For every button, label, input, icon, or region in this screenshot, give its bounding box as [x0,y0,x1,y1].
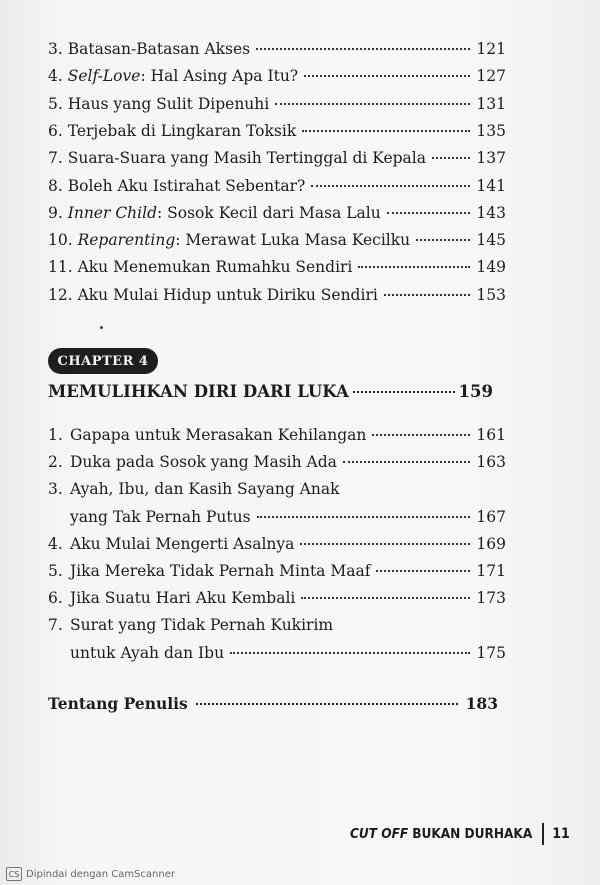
toc-entry-label-text: : Hal Asing Apa Itu? [140,67,299,86]
footer-title-rest: BUKAN DURHAKA [412,826,533,842]
leader-dots [302,129,470,132]
toc-entry-page: 169 [476,534,506,553]
toc-entry-label-text: : Sosok Kecil dari Masa Lalu [157,203,381,222]
toc-entry-page: 137 [476,149,506,168]
toc-entry-number: 3. [48,480,63,499]
about-author-page: 183 [465,694,498,713]
toc-entry-label [48,258,352,276]
toc-entry-label: Gapapa untuk Merasakan Kehilangan [70,426,367,444]
footer-page-number: 11 [552,826,570,842]
leader-dots [358,265,470,268]
leader-dots [257,515,471,518]
toc-entry [48,562,506,588]
toc-entry-page: 163 [476,453,506,472]
toc-entry [48,644,506,670]
about-author-label: Tentang Penulis [48,694,188,713]
toc-entry-label-italic: Reparenting [77,231,176,250]
toc-entry-number: 2. [48,453,63,472]
leader-dots [432,156,470,159]
leader-dots [372,433,470,436]
toc-entry-label-text: 6. Terjebak di Lingkaran Toksik [48,121,297,140]
toc-entry-number: 5. [48,562,63,580]
leader-dots [311,184,470,187]
leader-dots [300,542,470,545]
toc-entry-page: 175 [476,643,506,662]
toc-entry-page: 149 [476,258,506,277]
leader-dots [343,460,471,463]
toc-entry-label: Duka pada Sosok yang Masih Ada [70,453,337,472]
toc-entry-label [48,40,250,58]
toc-entry-page: 171 [476,562,506,580]
toc-entry-page: 161 [476,426,506,444]
toc-entry-first-line [48,480,506,506]
toc-entry-page: 167 [476,507,506,526]
chapter-title: MEMULIHKAN DIRI DARI LUKA [48,382,349,401]
toc-entry [48,508,506,534]
toc-entry [48,453,506,479]
toc-entry-label: Jika Mereka Tidak Pernah Minta Maaf [70,562,371,580]
ink-speck [100,326,103,329]
toc-entry [48,177,506,203]
leader-dots [387,211,471,214]
toc-entry-page: 173 [476,589,506,608]
toc-entry [48,231,506,257]
toc-entry [48,426,506,452]
toc-entry-label [48,67,298,85]
toc-entry [48,589,506,615]
toc-entry [48,204,506,230]
scanner-watermark [0,863,600,885]
toc-entry-page: 145 [476,231,506,250]
leader-dots [304,74,470,77]
toc-entry-label [48,231,410,249]
toc-entry-label: Ayah, Ibu, dan Kasih Sayang Anak [70,480,340,499]
toc-entry-label-text: 10. [48,231,78,250]
toc-entry-label-italic: Self-Love [67,67,141,86]
toc-entry-page: 121 [476,40,506,58]
leader-dots [301,596,470,599]
footer-divider [542,823,544,845]
footer-title-italic: CUT OFF [350,826,409,842]
leader-dots [353,391,455,393]
toc-entry-label: Surat yang Tidak Pernah Kukirim [70,616,334,635]
chapter-page: 159 [458,382,493,401]
toc-entry [48,535,506,561]
toc-entry-number: 7. [48,616,63,635]
about-author-row [48,694,498,722]
camscanner-logo-icon: CS [6,867,22,881]
toc-entry-number: 6. [48,589,63,608]
chapter-badge: CHAPTER 4 [48,348,158,374]
toc-entry [48,258,506,284]
toc-entry-label-text: 5. Haus yang Sulit Dipenuhi [48,94,270,113]
toc-entry-label: Jika Suatu Hari Aku Kembali [70,589,296,608]
toc-entry-label-text: 11. Aku Menemukan Rumahku Sendiri [48,258,353,277]
leader-dots [416,238,470,241]
toc-entry-label-text: 8. Boleh Aku Istirahat Sebentar? [48,176,306,195]
toc-entry-page: 153 [476,285,506,304]
toc-entry-label-continued: yang Tak Pernah Putus [70,507,251,526]
toc-entry [48,67,506,93]
toc-entry [48,286,506,312]
toc-entry-number: 1. [48,426,63,444]
toc-entry [48,149,506,175]
toc-entry-label-text: 3. Batasan-Batasan Akses [48,40,251,58]
toc-entry-page: 141 [476,176,506,195]
toc-entry-label [48,286,378,304]
toc-entry-label-italic: Inner Child [67,203,157,222]
toc-entry-label-text: 12. Aku Mulai Hidup untuk Diriku Sendiri [48,285,378,304]
toc-entry-page: 135 [476,121,506,140]
toc-entry-label-text: 9. [48,203,68,222]
toc-entry-label [48,95,269,113]
leader-dots [384,293,471,296]
page-footer [350,820,570,848]
toc-entry-number: 4. [48,534,63,553]
toc-entry-first-line [48,616,506,642]
toc-entry-label-text: 7. Suara-Suara yang Masih Tertinggal di Kepala [48,149,426,168]
scanner-text: Dipindai dengan CamScanner [26,868,175,880]
toc-entry-label [48,177,305,195]
leader-dots [256,47,470,50]
toc-entry-page: 127 [476,67,506,86]
chapter-title-row [48,382,493,410]
toc-entry-label-text: : Merawat Luka Masa Kecilku [175,231,411,250]
toc-entry-label-continued: untuk Ayah dan Ibu [70,643,225,662]
leader-dots [275,102,470,105]
toc-entry [48,40,506,66]
toc-entry-label [48,204,381,222]
toc-entry-label-text: 4. [48,67,68,86]
leader-dots [196,703,458,705]
toc-entry [48,122,506,148]
leader-dots [230,651,470,654]
toc-entry-page: 131 [476,94,506,113]
toc-entry [48,95,506,121]
toc-entry-label [48,122,296,140]
toc-entry-page: 143 [476,203,506,222]
toc-entry-label [48,149,426,167]
leader-dots [376,569,470,572]
toc-entry-label: Aku Mulai Mengerti Asalnya [70,534,295,553]
